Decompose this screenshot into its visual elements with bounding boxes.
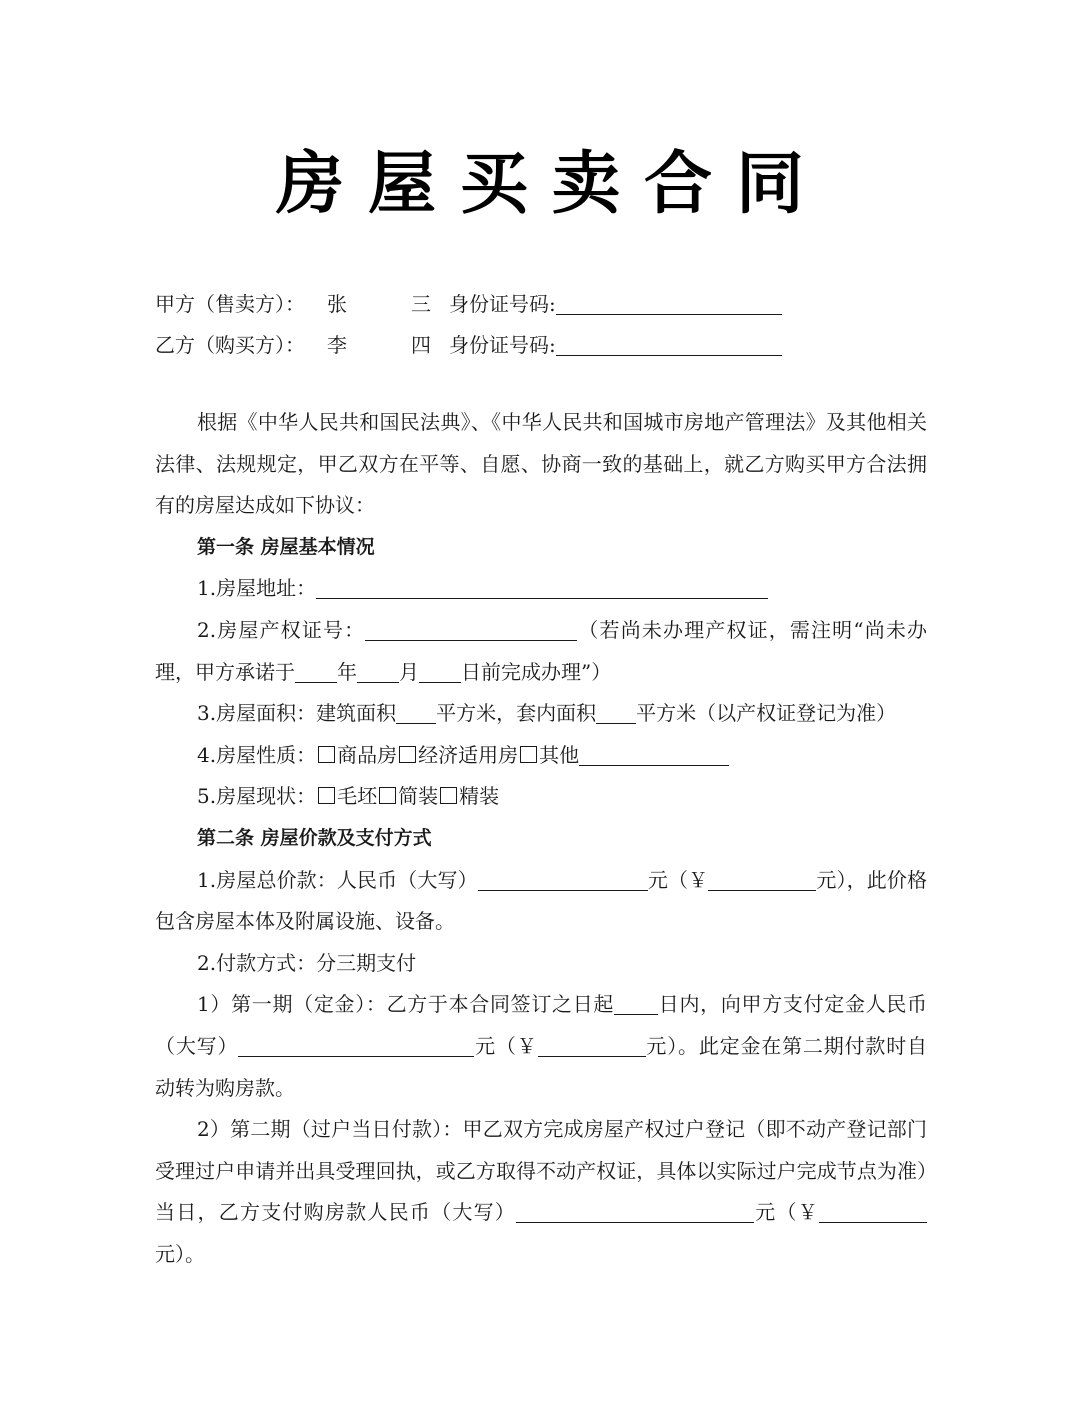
price-label: 1.房屋总价款：人民币（大写） — [197, 867, 478, 892]
area-label: 3.房屋面积：建筑面积 — [197, 701, 397, 726]
page-title: 房屋买卖合同 — [275, 145, 828, 224]
option-rough: 毛坯 — [337, 784, 378, 809]
option-affordable: 经济适用房 — [418, 742, 519, 767]
party-a-label: 甲方（售卖方）： — [155, 292, 305, 316]
party-a-id-blank — [556, 292, 782, 315]
phase-1-text-d: 元）。此定金在第二期付款时自动转为购房款。 — [155, 1033, 928, 1100]
phase-1-text-c: 元（￥ — [474, 1033, 538, 1058]
article-1-item-4 — [155, 735, 927, 777]
article-1-item-5 — [155, 776, 927, 818]
option-other: 其他 — [539, 742, 580, 767]
party-b-line — [155, 331, 782, 359]
contract-body — [155, 402, 927, 1275]
option-commercial: 商品房 — [337, 742, 398, 767]
option-simple: 简装 — [398, 784, 439, 809]
phase-2 — [155, 1109, 927, 1275]
cert-label: 2.房屋产权证号： — [197, 617, 366, 642]
article-2-payment: 2.付款方式：分三期支付 — [197, 950, 417, 975]
price-note: 元），此价格包含房屋本体及附属设施、设备。 — [155, 867, 927, 934]
party-a-name: 张 三 — [327, 292, 453, 316]
other-blank — [579, 743, 729, 766]
party-b-name: 李 四 — [327, 333, 453, 357]
inner-area-label: 平方米，套内面积 — [436, 701, 597, 726]
inner-area-blank — [596, 701, 636, 724]
price-words-blank — [478, 868, 648, 891]
article-1-item-1 — [155, 568, 927, 610]
cert-note-end: 日前完成办理”） — [461, 659, 612, 684]
phase-1-days-blank — [614, 992, 658, 1015]
phase-2-text-c: 元）。 — [155, 1241, 205, 1266]
cert-note: （若尚未办理产权证，需注明“尚未办理，甲方承诺于 — [155, 617, 927, 684]
phase-2-text-a: 2）第二期（过户当日付款）：甲乙双方完成房屋产权过户登记（即不动产登记部门受理过户申请并出具受理回执，或乙方取得不动产权证，具体以实际过户完成节点为准）当日，乙方支付购房款人民币（大写） — [155, 1117, 927, 1225]
phase-2-words-blank — [516, 1200, 754, 1223]
phase-1-text-b: 日内，向甲方支付定金人民币（大写） — [155, 992, 928, 1058]
checkbox-fine[interactable] — [440, 787, 457, 804]
phase-2-number-blank — [819, 1200, 927, 1223]
checkbox-rough[interactable] — [318, 787, 335, 804]
day-blank — [419, 660, 461, 683]
address-blank — [316, 576, 768, 599]
phase-1-words-blank — [238, 1034, 474, 1057]
checkbox-commercial[interactable] — [318, 746, 335, 763]
intro-paragraph: 根据《中华人民共和国民法典》、《中华人民共和国城市房地产管理法》及其他相关法律、法规规定，甲乙双方在平等、自愿、协商一致的基础上，就乙方购买甲方合法拥有的房屋达成如下协议： — [155, 410, 927, 518]
checkbox-simple[interactable] — [379, 787, 396, 804]
article-1-heading: 第一条 房屋基本情况 — [197, 535, 375, 558]
price-yuan-label: 元（￥ — [647, 867, 709, 892]
option-fine: 精装 — [459, 784, 500, 809]
cert-blank — [365, 618, 577, 641]
party-a-line — [155, 290, 782, 318]
party-b-id-label: 身份证号码: — [449, 333, 556, 357]
phase-1-text-a: 1）第一期（定金）：乙方于本合同签订之日起 — [197, 992, 615, 1017]
status-label: 5.房屋现状： — [197, 784, 317, 809]
price-number-blank — [708, 868, 816, 891]
party-a-id-label: 身份证号码: — [449, 292, 556, 316]
year-blank — [295, 660, 337, 683]
nature-label: 4.房屋性质： — [197, 742, 317, 767]
article-1-item-2 — [155, 610, 927, 693]
building-area-blank — [396, 701, 436, 724]
checkbox-affordable[interactable] — [399, 746, 416, 763]
address-label: 1.房屋地址： — [197, 576, 317, 601]
month-blank — [357, 660, 399, 683]
article-1-item-3 — [155, 693, 927, 735]
article-2-price — [155, 860, 927, 943]
phase-1 — [155, 984, 927, 1109]
phase-2-text-b: 元（￥ — [754, 1200, 820, 1225]
month-label: 月 — [399, 659, 419, 684]
year-label: 年 — [337, 659, 357, 684]
article-2-heading: 第二条 房屋价款及支付方式 — [197, 826, 432, 849]
area-note: 平方米（以产权证登记为准） — [636, 701, 897, 726]
party-b-label: 乙方（购买方）： — [155, 333, 305, 357]
phase-1-number-blank — [538, 1034, 646, 1057]
party-b-id-blank — [556, 333, 782, 356]
checkbox-other[interactable] — [520, 746, 537, 763]
